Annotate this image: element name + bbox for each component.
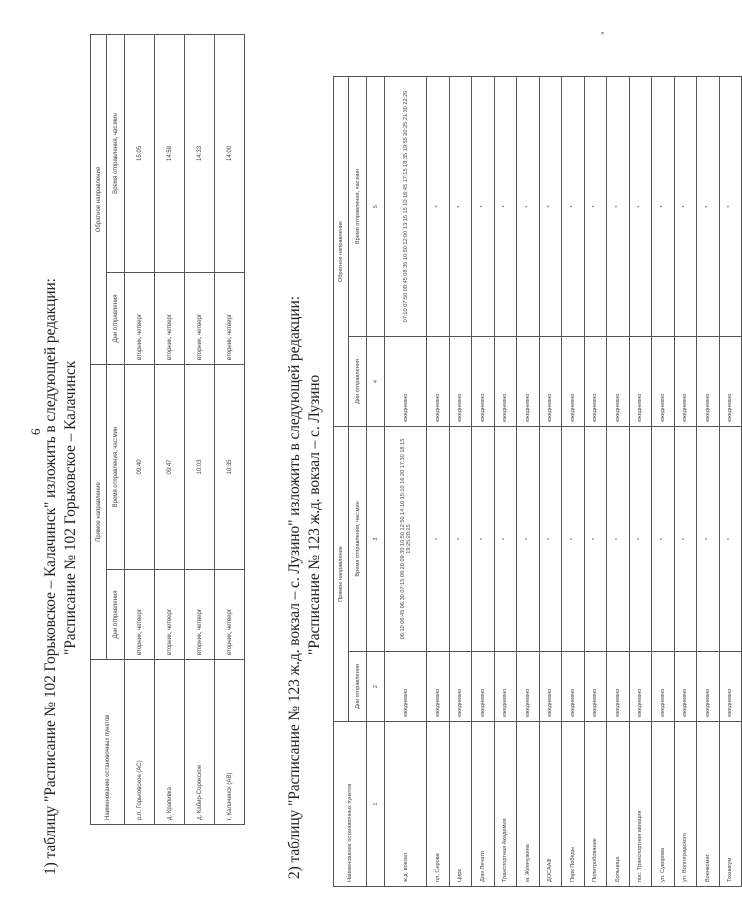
backward-time-cell: * <box>449 76 472 336</box>
forward-days-cell: ежедневно <box>607 652 630 722</box>
table-row <box>517 76 540 886</box>
stop-name-cell: пл. Серова <box>427 722 450 887</box>
table-row <box>185 34 215 824</box>
backward-time-cell: * <box>517 76 540 336</box>
forward-time-cell: * <box>517 427 540 652</box>
column-number: 1 <box>367 722 385 887</box>
backward-days-cell: ежедневно <box>674 337 697 427</box>
table-row <box>562 76 585 886</box>
forward-days-cell: ежедневно <box>494 652 517 722</box>
forward-days-cell: ежедневно <box>562 652 585 722</box>
backward-time-cell: 14:33 <box>185 34 215 272</box>
stop-name-cell: Транспортная Академия <box>494 722 517 887</box>
section1-subheading: "Расписание № 102 Горьковское – Калачинск <box>62 360 79 655</box>
backward-time-cell: 07:10 07:50 08:45 08:35 10:50 12:00 13:15 15 10 16:45 17:15 18:35 19:55 20:25 21:30 22:20 <box>385 76 427 336</box>
forward-time-cell: * <box>719 427 742 652</box>
backward-days-cell: ежедневно <box>517 337 540 427</box>
table-row <box>652 76 675 886</box>
section2-subheading: "Расписание № 123 ж.д. вокзал – с. Лузино <box>306 374 323 655</box>
col-header-days-forward: Дни отправления <box>349 652 367 722</box>
backward-days-cell: ежедневно <box>629 337 652 427</box>
backward-time-cell: 15:05 <box>125 34 155 272</box>
group-header-forward: Прямое направление <box>91 364 107 659</box>
forward-time-cell: 10:35 <box>215 364 245 569</box>
column-number: 3 <box>367 427 385 652</box>
col-header-stop: Наименование остановочных пунктов <box>334 722 367 887</box>
stop-name-cell: г. Калачинск (АВ) <box>215 660 245 825</box>
backward-days-cell: ежедневно <box>652 337 675 427</box>
backward-time-cell: * <box>427 76 450 336</box>
forward-days-cell: ежедневно <box>629 652 652 722</box>
table-row <box>697 76 720 886</box>
backward-time-cell: * <box>494 76 517 336</box>
backward-time-cell: * <box>629 76 652 336</box>
forward-days-cell: вторник, четверг <box>215 570 245 660</box>
backward-days-cell: ежедневно <box>427 337 450 427</box>
stop-name-cell: ул. Волгоградского <box>674 722 697 887</box>
table-row <box>472 76 495 886</box>
forward-days-cell: ежедневно <box>719 652 742 722</box>
forward-days-cell: ежедневно <box>449 652 472 722</box>
page-number: 6 <box>28 428 43 435</box>
forward-days-cell: ежедневно <box>697 652 720 722</box>
forward-time-cell: * <box>584 427 607 652</box>
col-header-time-backward: Время отправления, час:мин <box>349 76 367 336</box>
backward-days-cell: вторник, четверг <box>125 272 155 364</box>
forward-time-cell: * <box>629 427 652 652</box>
backward-days-cell: ежедневно <box>607 337 630 427</box>
table-row <box>215 34 245 824</box>
forward-days-cell: вторник, четверг <box>125 570 155 660</box>
forward-days-cell: ежедневно <box>674 652 697 722</box>
backward-time-cell: * <box>584 76 607 336</box>
backward-days-cell: ежедневно <box>562 337 585 427</box>
backward-days-cell: ежедневно <box>584 337 607 427</box>
col-header-time-forward: Время отправления, час:мин <box>349 427 367 652</box>
col-header-time-backward: Время отправления, час:мин <box>107 34 125 272</box>
stop-name-cell: д. Крапивка <box>155 660 185 825</box>
forward-time-cell: * <box>697 427 720 652</box>
backward-time-cell: * <box>674 76 697 336</box>
stop-name-cell: Парк Победы <box>562 722 585 887</box>
backward-time-cell: * <box>472 76 495 336</box>
stop-name-cell: ж.д. вокзал <box>385 722 427 887</box>
table-row <box>539 76 562 886</box>
table-row <box>125 34 155 824</box>
backward-days-cell: ежедневно <box>472 337 495 427</box>
backward-days-cell: ежедневно <box>385 337 427 427</box>
group-header-forward: Прямое направление <box>334 427 349 722</box>
backward-time-cell: * <box>562 76 585 336</box>
col-header-days-forward: Дни отправления <box>107 570 125 660</box>
forward-days-cell: вторник, четверг <box>185 570 215 660</box>
forward-time-cell: * <box>494 427 517 652</box>
forward-days-cell: вторник, четверг <box>155 570 185 660</box>
forward-days-cell: ежедневно <box>472 652 495 722</box>
backward-days-cell: ежедневно <box>539 337 562 427</box>
backward-days-cell: ежедневно <box>697 337 720 427</box>
backward-time-cell: * <box>719 76 742 336</box>
col-header-days-backward: Дни отправления <box>349 337 367 427</box>
forward-days-cell: ежедневно <box>517 652 540 722</box>
backward-days-cell: вторник, четверг <box>185 272 215 364</box>
group-header-backward: Обратное направление <box>334 76 349 426</box>
table-row <box>494 76 517 886</box>
backward-time-cell: 14:00 <box>215 34 245 272</box>
stop-name-cell: Военкомат <box>697 722 720 887</box>
forward-time-cell: * <box>427 427 450 652</box>
table-row <box>449 76 472 886</box>
forward-days-cell: ежедневно <box>584 652 607 722</box>
forward-days-cell: ежедневно <box>539 652 562 722</box>
backward-time-cell: 14:58 <box>155 34 185 272</box>
forward-time-cell: * <box>449 427 472 652</box>
forward-days-cell: ежедневно <box>652 652 675 722</box>
forward-days-cell: ежедневно <box>427 652 450 722</box>
group-header-backward: Обратное направление <box>91 34 107 364</box>
forward-time-cell: 09:47 <box>155 364 185 569</box>
backward-time-cell: * <box>652 76 675 336</box>
forward-time-cell: 10:03 <box>185 364 215 569</box>
stop-name-cell: Дом Печати <box>472 722 495 887</box>
table-row <box>155 34 185 824</box>
forward-time-cell: * <box>539 427 562 652</box>
stop-name-cell: Больница <box>607 722 630 887</box>
backward-days-cell: вторник, четверг <box>155 272 185 364</box>
table-row <box>719 76 742 886</box>
col-header-time-forward: Время отправления, час:мин <box>107 364 125 569</box>
page-tail-mark: " <box>600 31 610 35</box>
table-row <box>629 76 652 886</box>
forward-time-cell: * <box>674 427 697 652</box>
forward-time-cell: * <box>607 427 630 652</box>
section1-heading: 1) таблицу "Расписание № 102 Горьковское – Калачинск" изложить в следующей редакции: <box>42 278 59 875</box>
stop-name-cell: м. Жемчужина <box>517 722 540 887</box>
table-row <box>427 76 450 886</box>
schedule-123-table <box>333 76 742 887</box>
backward-time-cell: * <box>539 76 562 336</box>
column-number: 5 <box>367 76 385 336</box>
column-number: 4 <box>367 337 385 427</box>
backward-time-cell: * <box>607 76 630 336</box>
col-header-stop: Наименование остановочных пунктов <box>91 660 125 825</box>
table-row <box>607 76 630 886</box>
stop-name-cell: д. Кабир-Сорокское <box>185 660 215 825</box>
table-row <box>674 76 697 886</box>
section2-heading: 2) таблицу "Расписание № 123 ж.д. вокзал – с. Лузино" изложить в следующей редакции: <box>286 296 303 879</box>
stop-name-cell: ул. Суворова <box>652 722 675 887</box>
stop-name-cell: ДОСААФ <box>539 722 562 887</box>
forward-time-cell: 09:40 <box>125 364 155 569</box>
stop-name-cell: Техникум <box>719 722 742 887</box>
forward-days-cell: ежедневно <box>385 652 427 722</box>
schedule-102-table <box>90 34 245 825</box>
stop-name-cell: р.п. Горьковское (АС) <box>125 660 155 825</box>
backward-days-cell: ежедневно <box>719 337 742 427</box>
forward-time-cell: * <box>652 427 675 652</box>
backward-days-cell: вторник, четверг <box>215 272 245 364</box>
col-header-days-backward: Дни отправления <box>107 272 125 364</box>
forward-time-cell: * <box>472 427 495 652</box>
backward-days-cell: ежедневно <box>494 337 517 427</box>
stop-name-cell: Политробование <box>584 722 607 887</box>
table-row <box>385 76 427 886</box>
stop-name-cell: Цирк <box>449 722 472 887</box>
backward-time-cell: * <box>697 76 720 336</box>
column-number: 2 <box>367 652 385 722</box>
table-row <box>584 76 607 886</box>
forward-time-cell: * <box>562 427 585 652</box>
stop-name-cell: пос. Транспортная авиация <box>629 722 652 887</box>
backward-days-cell: ежедневно <box>449 337 472 427</box>
forward-time-cell: 06:10 06:45 06:30 07:15 08:20 09:30 10:50 12:50 14:10 15:10 16:20 17:30 18:15 19:25 20:15 <box>385 427 427 652</box>
